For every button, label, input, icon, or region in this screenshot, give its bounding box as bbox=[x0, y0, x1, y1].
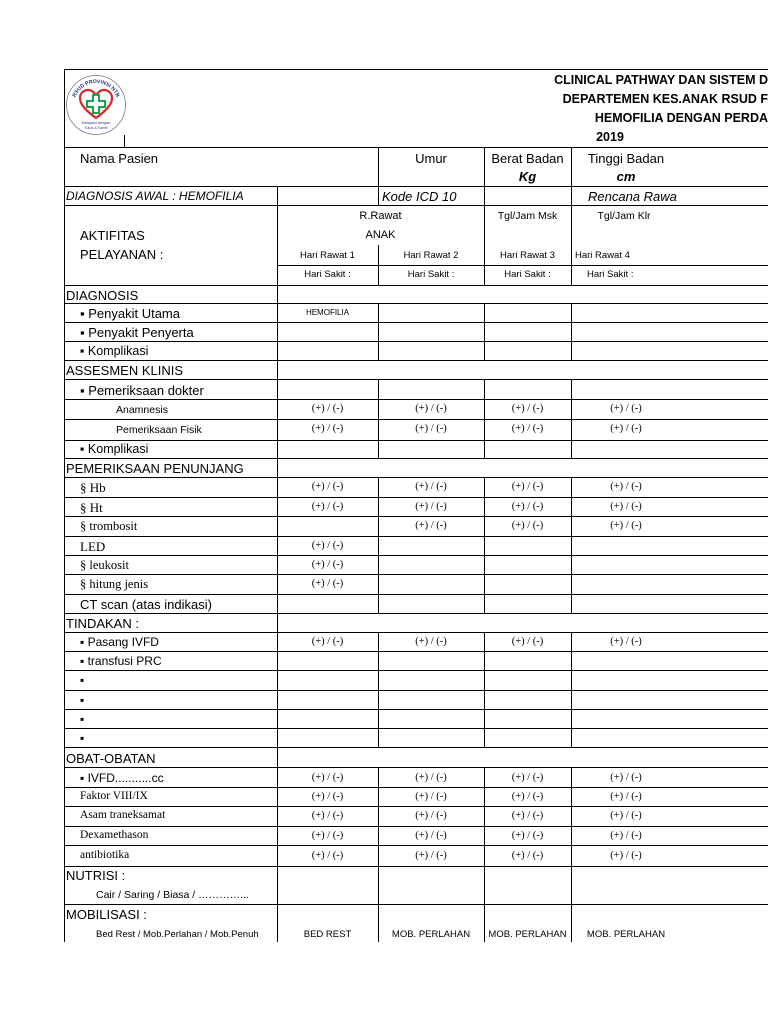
grid-line bbox=[571, 303, 572, 360]
mobilisasi-day-4: MOB. PERLAHAN bbox=[586, 929, 666, 941]
pasang-ivfd-mark-day-1: (+) / (-) bbox=[311, 635, 344, 647]
grid-line bbox=[484, 477, 485, 613]
anamnesis-mark-day-2: (+) / (-) bbox=[415, 402, 447, 414]
mobilisasi-options: Bed Rest / Mob.Perlahan / Mob.Penuh bbox=[96, 929, 259, 941]
antibiotika-mark-day-2: (+) / (-) bbox=[415, 849, 447, 861]
grid-line bbox=[64, 399, 768, 400]
antibiotika-mark-day-1: (+) / (-) bbox=[311, 849, 344, 861]
header-title-line-3: HEMOFILIA DENGAN PERDA bbox=[594, 111, 768, 126]
grid-line bbox=[64, 767, 768, 768]
section-assesmen-klinis: ASSESMEN KLINIS bbox=[66, 362, 184, 378]
hari-rawat-1: Hari Rawat 1 bbox=[300, 250, 355, 262]
svg-text:RSUD PROVINSI NTB: RSUD PROVINSI NTB bbox=[71, 78, 121, 99]
tindakan-blank-4: ▪ bbox=[80, 731, 85, 745]
grid-line bbox=[277, 186, 278, 205]
left-border bbox=[64, 69, 65, 942]
anak-label: ANAK bbox=[365, 228, 396, 241]
antibiotika-mark-day-3: (+) / (-) bbox=[511, 849, 544, 861]
grid-line bbox=[64, 205, 768, 206]
grid-line bbox=[64, 477, 768, 478]
pemeriksaan-fisik-mark-day-1: (+) / (-) bbox=[311, 422, 344, 434]
activity-label-1: AKTIFITAS bbox=[80, 227, 145, 243]
asam-traneksamat-mark-day-3: (+) / (-) bbox=[511, 809, 544, 821]
ht-mark-day-4: (+) / (-) bbox=[610, 500, 642, 512]
patient-height-unit: cm bbox=[616, 168, 636, 184]
trombosit-mark-day-2: (+) / (-) bbox=[415, 519, 447, 531]
faktor-viii-ix-mark-day-3: (+) / (-) bbox=[511, 790, 544, 802]
header-year: 2019 bbox=[596, 130, 624, 145]
patient-name-label: Nama Pasien bbox=[80, 150, 159, 166]
section-tindakan: TINDAKAN : bbox=[66, 615, 139, 631]
faktor-viii-ix-mark-day-2: (+) / (-) bbox=[415, 790, 447, 802]
nutrisi-options: Cair / Saring / Biasa / …………... bbox=[96, 888, 249, 901]
ht-mark-day-1: (+) / (-) bbox=[311, 500, 344, 512]
faktor-viii-ix-mark-day-1: (+) / (-) bbox=[311, 790, 344, 802]
pemeriksaan-dokter-label: ▪ Pemeriksaan dokter bbox=[80, 382, 204, 398]
hari-sakit-2: Hari Sakit : bbox=[407, 269, 455, 281]
lab-ht-label: § Ht bbox=[80, 499, 103, 515]
hb-mark-day-3: (+) / (-) bbox=[511, 480, 544, 492]
anamnesis-label: Anamnesis bbox=[116, 403, 168, 416]
pemeriksaan-fisik-mark-day-3: (+) / (-) bbox=[511, 422, 544, 434]
patient-weight-unit: Kg bbox=[518, 168, 537, 184]
grid-line bbox=[64, 594, 768, 595]
tindakan-blank-1: ▪ bbox=[80, 673, 85, 687]
penyakit-penyerta-label: ▪ Penyakit Penyerta bbox=[80, 324, 194, 340]
pasang-ivfd-label: ▪ Pasang IVFD bbox=[80, 635, 159, 649]
grid-line bbox=[64, 186, 768, 187]
penyakit-utama-value: HEMOFILIA bbox=[305, 308, 350, 317]
ivfd-cc-mark-day-4: (+) / (-) bbox=[610, 771, 642, 783]
grid-line bbox=[64, 341, 768, 342]
pasang-ivfd-mark-day-3: (+) / (-) bbox=[511, 635, 544, 647]
grid-line bbox=[571, 477, 572, 613]
hari-rawat-3: Hari Rawat 3 bbox=[500, 250, 555, 262]
header-title-line-1: CLINICAL PATHWAY DAN SISTEM D bbox=[554, 73, 768, 88]
grid-line bbox=[64, 670, 768, 671]
faktor-viii-ix-label: Faktor VIII/IX bbox=[80, 790, 148, 803]
grid-line bbox=[64, 147, 768, 148]
hitung-jenis-mark-day-1: (+) / (-) bbox=[311, 577, 344, 589]
grid-line bbox=[64, 303, 768, 304]
dexamethason-label: Dexamethason bbox=[80, 829, 149, 842]
grid-line bbox=[64, 516, 768, 517]
hari-rawat-2: Hari Rawat 2 bbox=[403, 250, 459, 262]
grid-line bbox=[378, 379, 379, 458]
ht-mark-day-2: (+) / (-) bbox=[415, 500, 447, 512]
grid-line bbox=[64, 360, 768, 361]
icd-code-label: Kode ICD 10 bbox=[382, 188, 457, 204]
dexamethason-mark-day-2: (+) / (-) bbox=[415, 829, 447, 841]
komplikasi-label: ▪ Komplikasi bbox=[80, 343, 149, 358]
grid-line bbox=[64, 613, 768, 614]
grid-line bbox=[378, 477, 379, 613]
grid-line bbox=[64, 419, 768, 420]
hari-sakit-3: Hari Sakit : bbox=[504, 269, 551, 281]
ct-scan-label: CT scan (atas indikasi) bbox=[80, 596, 212, 612]
dexamethason-mark-day-1: (+) / (-) bbox=[311, 829, 344, 841]
section-mobilisasi: MOBILISASI : bbox=[66, 906, 147, 922]
grid-line bbox=[64, 709, 768, 710]
hb-mark-day-2: (+) / (-) bbox=[415, 480, 447, 492]
pemeriksaan-fisik-mark-day-2: (+) / (-) bbox=[415, 422, 447, 434]
hb-mark-day-1: (+) / (-) bbox=[311, 480, 344, 492]
transfusi-prc-label: ▪ transfusi PRC bbox=[80, 654, 162, 668]
lab-hb-label: § Hb bbox=[80, 479, 106, 495]
pemeriksaan-fisik-label: Pemeriksaan Fisik bbox=[116, 423, 202, 436]
grid-line bbox=[64, 651, 768, 652]
faktor-viii-ix-mark-day-4: (+) / (-) bbox=[610, 790, 642, 802]
komplikasi-klinis-label: ▪ Komplikasi bbox=[80, 441, 149, 456]
grid-line bbox=[64, 826, 768, 827]
ivfd-cc-mark-day-2: (+) / (-) bbox=[415, 771, 447, 783]
tindakan-blank-2: ▪ bbox=[80, 693, 85, 707]
pemeriksaan-fisik-mark-day-4: (+) / (-) bbox=[610, 422, 642, 434]
svg-text:Tulus & Sahih: Tulus & Sahih bbox=[84, 126, 108, 130]
tgl-keluar-label: Tgl/Jam Klr bbox=[597, 209, 651, 222]
hb-mark-day-4: (+) / (-) bbox=[610, 480, 642, 492]
antibiotika-mark-day-4: (+) / (-) bbox=[610, 849, 642, 861]
grid-line bbox=[484, 379, 485, 458]
hari-sakit-4: Hari Sakit : bbox=[587, 269, 634, 281]
section-diagnosis: DIAGNOSIS bbox=[66, 287, 139, 303]
anamnesis-mark-day-1: (+) / (-) bbox=[311, 402, 344, 414]
lab-led-label: LED bbox=[80, 538, 106, 554]
grid-line bbox=[64, 536, 768, 537]
trombosit-mark-day-4: (+) / (-) bbox=[610, 519, 642, 531]
dexamethason-mark-day-3: (+) / (-) bbox=[511, 829, 544, 841]
ivfd-cc-label: ▪ IVFD...........cc bbox=[80, 771, 164, 785]
tgl-masuk-label: Tgl/Jam Msk bbox=[497, 209, 558, 222]
svg-text:Melayani dengan: Melayani dengan bbox=[81, 121, 111, 125]
mobilisasi-day-3: MOB. PERLAHAN bbox=[488, 929, 567, 941]
ivfd-cc-mark-day-3: (+) / (-) bbox=[511, 771, 544, 783]
lab-leukosit-label: § leukosit bbox=[80, 557, 129, 572]
rencana-rawat-label: Rencana Rawa bbox=[588, 188, 677, 204]
trombosit-mark-day-3: (+) / (-) bbox=[511, 519, 544, 531]
penyakit-utama-label: ▪ Penyakit Utama bbox=[80, 305, 180, 321]
grid-line bbox=[378, 303, 379, 360]
pasang-ivfd-mark-day-2: (+) / (-) bbox=[415, 635, 447, 647]
tindakan-blank-3: ▪ bbox=[80, 712, 85, 726]
grid-line bbox=[64, 845, 768, 846]
ivfd-cc-mark-day-1: (+) / (-) bbox=[311, 771, 344, 783]
anamnesis-mark-day-3: (+) / (-) bbox=[511, 402, 544, 414]
grid-line bbox=[64, 497, 768, 498]
grid-line bbox=[484, 303, 485, 360]
leukosit-mark-day-1: (+) / (-) bbox=[311, 558, 344, 570]
grid-line bbox=[571, 379, 572, 458]
asam-traneksamat-mark-day-2: (+) / (-) bbox=[415, 809, 447, 821]
grid-line bbox=[64, 285, 768, 286]
grid-line bbox=[64, 632, 768, 633]
grid-line bbox=[64, 322, 768, 323]
asam-traneksamat-label: Asam traneksamat bbox=[80, 809, 166, 822]
patient-age-label: Umur bbox=[415, 150, 447, 166]
grid-line bbox=[277, 265, 768, 266]
grid-line bbox=[64, 728, 768, 729]
grid-line bbox=[64, 747, 768, 748]
grid-line bbox=[64, 555, 768, 556]
hari-sakit-1: Hari Sakit : bbox=[304, 269, 351, 281]
led-mark-day-1: (+) / (-) bbox=[311, 539, 344, 551]
pasang-ivfd-mark-day-4: (+) / (-) bbox=[610, 635, 642, 647]
anamnesis-mark-day-4: (+) / (-) bbox=[610, 402, 642, 414]
lab-trombosit-label: § trombosit bbox=[80, 518, 138, 533]
grid-line bbox=[64, 904, 768, 905]
asam-traneksamat-mark-day-4: (+) / (-) bbox=[610, 809, 642, 821]
grid-line bbox=[64, 574, 768, 575]
top-border bbox=[64, 69, 768, 70]
section-nutrisi: NUTRISI : bbox=[66, 867, 126, 883]
grid-line bbox=[64, 690, 768, 691]
activity-label-2: PELAYANAN : bbox=[80, 246, 164, 262]
grid-line bbox=[64, 806, 768, 807]
hospital-logo bbox=[65, 74, 127, 136]
lab-hitung-jenis-label: § hitung jenis bbox=[80, 576, 149, 591]
grid-line bbox=[64, 458, 768, 459]
ht-mark-day-3: (+) / (-) bbox=[511, 500, 544, 512]
patient-height-label: Tinggi Badan bbox=[587, 150, 665, 166]
header-title-line-2: DEPARTEMEN KES.ANAK RSUD F bbox=[562, 92, 768, 107]
section-obat-obatan: OBAT-OBATAN bbox=[66, 750, 156, 766]
grid-line bbox=[64, 787, 768, 788]
r-rawat-label: R.Rawat bbox=[359, 209, 402, 222]
mobilisasi-day-2: MOB. PERLAHAN bbox=[391, 929, 471, 941]
diagnosis-awal: DIAGNOSIS AWAL : HEMOFILIA bbox=[66, 189, 244, 203]
mobilisasi-day-1: BED REST bbox=[303, 929, 352, 941]
grid-line bbox=[64, 379, 768, 380]
antibiotika-label: antibiotika bbox=[80, 849, 130, 862]
dexamethason-mark-day-4: (+) / (-) bbox=[610, 829, 642, 841]
section-pemeriksaan-penunjang: PEMERIKSAAN PENUNJANG bbox=[66, 460, 244, 476]
asam-traneksamat-mark-day-1: (+) / (-) bbox=[311, 809, 344, 821]
patient-weight-label: Berat Badan bbox=[491, 150, 564, 166]
hari-rawat-4: Hari Rawat 4 bbox=[575, 250, 630, 262]
